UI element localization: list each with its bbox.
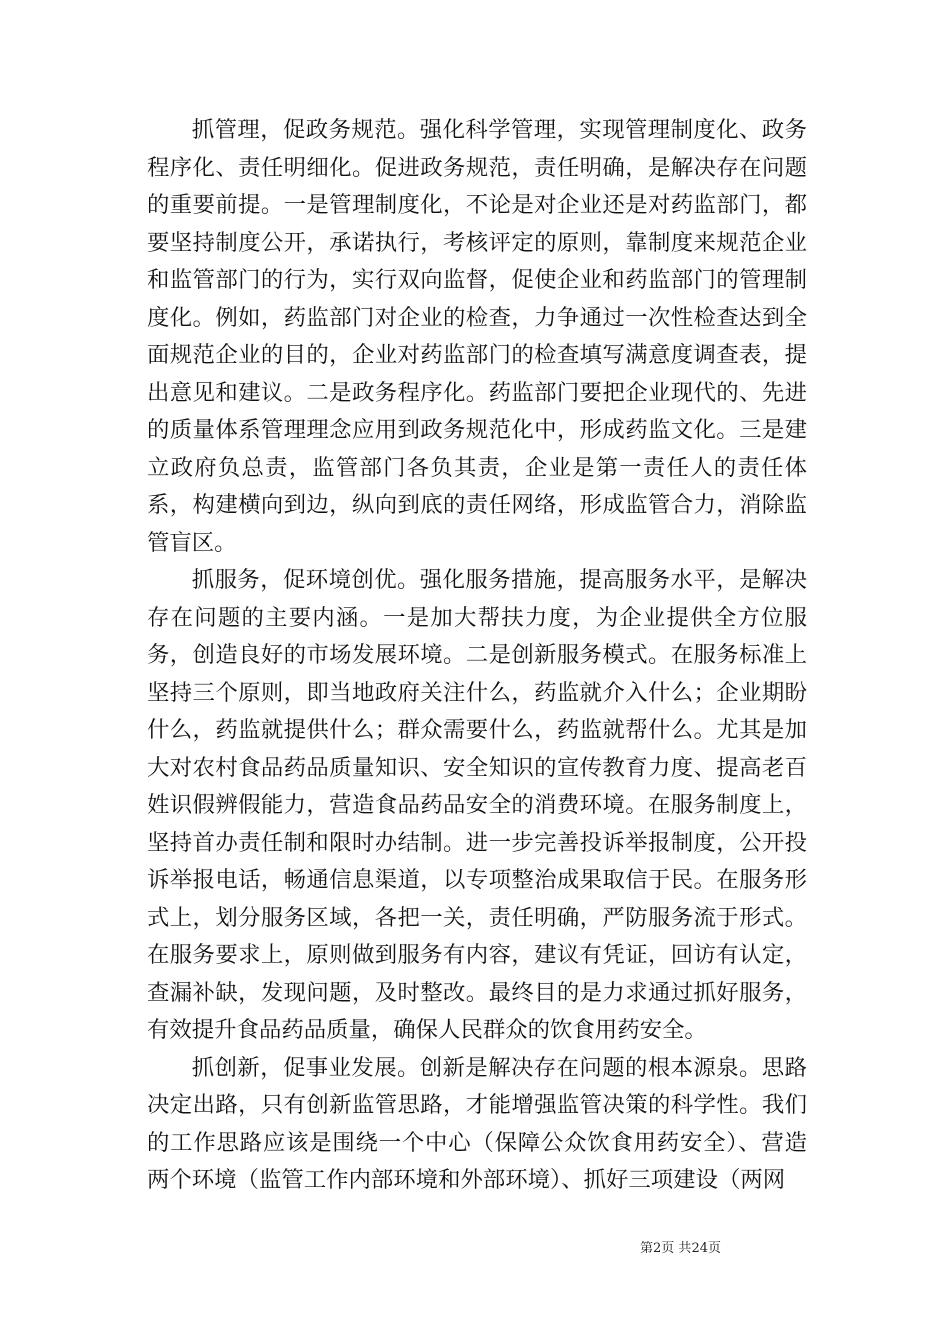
paragraph-innovation: 抓创新，促事业发展。创新是解决存在问题的根本源泉。思路决定出路，只有创新监管思路，才能增强监管决策的科学性。我们的工作思路应该是围绕一个中心（保障公众饮食用药安全）、营造两个环境（监管工作内部环境和外部环境）、抓好三项建设（两网 bbox=[147, 1054, 807, 1193]
page-number-footer bbox=[640, 1240, 810, 1258]
footer-suffix: 页 bbox=[707, 1241, 721, 1256]
paragraph-management: 抓管理，促政务规范。强化科学管理，实现管理制度化、政务程序化、责任明细化。促进政务规范，责任明确，是解决存在问题的重要前提。一是管理制度化，不论是对企业还是对药监部门，都要坚持制度公开，承诺执行，考核评定的原则，靠制度来规范企业和监管部门的行为，实行双向监督，促使企业和药监部门的管理制度化。例如，药监部门对企业的检查，力争通过一次性检查达到全面规范企业的目的，企业对药监部门的检查填写满意度调查表，提出意见和建议。二是政务程序化。药监部门要把企业现代的、先进的质量体系管理理念应用到政务规范化中，形成药监文化。三是建立政府负总责，监管部门各负其责，企业是第一责任人的责任体系，构建横向到边，纵向到底的责任网络，形成监管合力，消除监管盲区。 bbox=[147, 117, 807, 556]
document-body bbox=[147, 112, 807, 1200]
total-page-count: 24 bbox=[691, 1241, 708, 1256]
footer-middle: 页 共 bbox=[661, 1241, 692, 1256]
current-page-number: 2 bbox=[653, 1241, 662, 1256]
paragraph-service: 抓服务，促环境创优。强化服务措施，提高服务水平，是解决存在问题的主要内涵。一是加大帮扶力度，为企业提供全方位服务，创造良好的市场发展环境。二是创新服务模式。在服务标准上坚持三个原则，即当地政府关注什么，药监就介入什么；企业期盼什么，药监就提供什么；群众需要什么，药监就帮什么。尤其是加大对农村食品药品质量知识、安全知识的宣传教育力度、提高老百姓识假辨假能力，营造食品药品安全的消费环境。在服务制度上，坚持首办责任制和限时办结制。进一步完善投诉举报制度，公开投诉举报电话，畅通信息渠道，以专项整治成果取信于民。在服务形式上，划分服务区域，各把一关，责任明确，严防服务流于形式。在服务要求上，原则做到服务有内容，建议有凭证，回访有认定，查漏补缺，发现问题，及时整改。最终目的是力求通过抓好服务，有效提升食品药品质量，确保人民群众的饮食用药安全。 bbox=[147, 567, 807, 1043]
footer-prefix: 第 bbox=[640, 1241, 654, 1256]
